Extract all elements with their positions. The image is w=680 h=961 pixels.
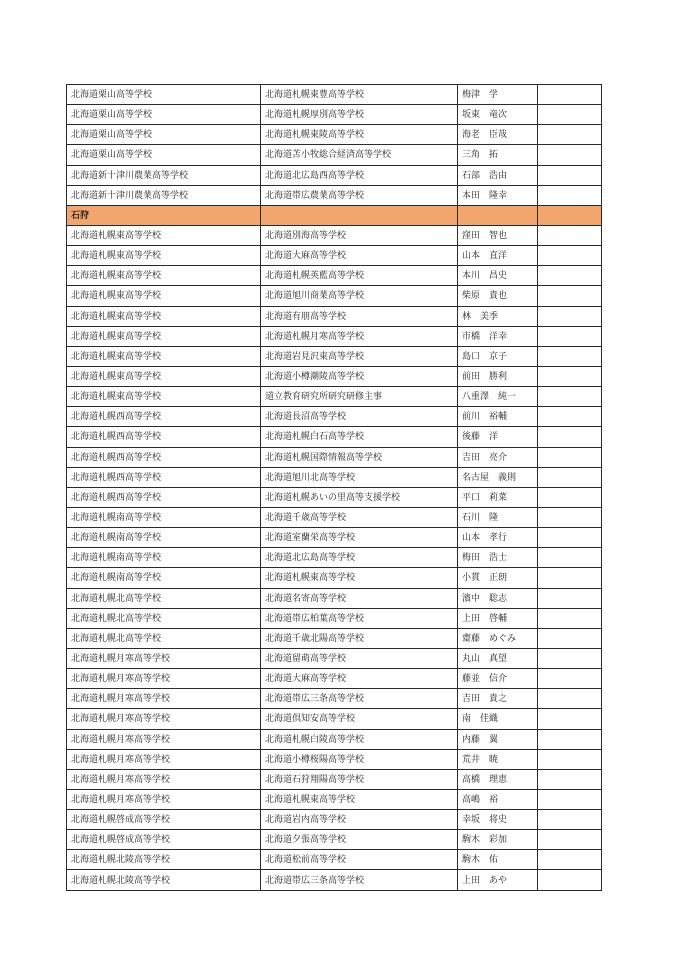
name-cell: 八重澤 純一 [458,387,538,407]
from-school-cell: 北海道札幌東高等学校 [67,387,261,407]
note-cell [538,628,602,648]
table-row [67,185,602,205]
to-school-cell: 北海道大麻高等学校 [261,669,458,689]
note-cell [538,870,602,890]
note-cell [538,850,602,870]
transfer-table-body [67,85,602,891]
from-school-cell: 北海道新十津川農業高等学校 [67,165,261,185]
table-row [67,628,602,648]
table-row [67,85,602,105]
name-cell: 荒井 暁 [458,749,538,769]
table-row [67,648,602,668]
note-cell [538,608,602,628]
from-school-cell: 北海道札幌南高等学校 [67,568,261,588]
from-school-cell: 北海道札幌啓成高等学校 [67,830,261,850]
to-school-cell: 北海道札幌東高等学校 [261,789,458,809]
name-cell: 平口 莉菜 [458,487,538,507]
to-school-cell: 北海道札幌白陵高等学校 [261,729,458,749]
table-row [67,447,602,467]
note-cell [538,246,602,266]
name-cell: 幸坂 将史 [458,810,538,830]
from-school-cell: 北海道栗山高等学校 [67,105,261,125]
to-school-cell: 北海道帯広三条高等学校 [261,870,458,890]
table-row [67,326,602,346]
name-cell: 林 美季 [458,306,538,326]
table-row [67,729,602,749]
table-row [67,769,602,789]
to-school-cell: 北海道旭川商業高等学校 [261,286,458,306]
section-empty-cell [458,205,538,225]
to-school-cell: 北海道旭川北高等学校 [261,467,458,487]
to-school-cell: 北海道帯広柏葉高等学校 [261,608,458,628]
table-row [67,366,602,386]
to-school-cell: 北海道帯広三条高等学校 [261,689,458,709]
from-school-cell: 北海道札幌西高等学校 [67,427,261,447]
from-school-cell: 北海道栗山高等学校 [67,125,261,145]
to-school-cell: 北海道倶知安高等学校 [261,709,458,729]
table-row [67,427,602,447]
to-school-cell: 北海道北広島高等学校 [261,548,458,568]
note-cell [538,225,602,245]
name-cell: 島口 京子 [458,346,538,366]
to-school-cell: 北海道留萌高等学校 [261,648,458,668]
from-school-cell: 北海道札幌月寒高等学校 [67,689,261,709]
to-school-cell: 北海道札幌国際情報高等学校 [261,447,458,467]
note-cell [538,729,602,749]
table-row [67,689,602,709]
table-row [67,105,602,125]
table-row [67,346,602,366]
section-header-row [67,205,602,225]
to-school-cell: 北海道札幌厚別高等学校 [261,105,458,125]
to-school-cell: 北海道北広島西高等学校 [261,165,458,185]
to-school-cell: 道立教育研究所研究研修主事 [261,387,458,407]
table-row [67,286,602,306]
note-cell [538,266,602,286]
table-row [67,387,602,407]
name-cell: 上田 啓輔 [458,608,538,628]
to-school-cell: 北海道岩内高等学校 [261,810,458,830]
table-row [67,306,602,326]
from-school-cell: 北海道札幌北陵高等学校 [67,850,261,870]
table-row [67,165,602,185]
name-cell: 石川 隆 [458,507,538,527]
note-cell [538,125,602,145]
from-school-cell: 北海道札幌東高等学校 [67,266,261,286]
name-cell: 前田 勝利 [458,366,538,386]
to-school-cell: 北海道札幌あいの里高等支援学校 [261,487,458,507]
note-cell [538,648,602,668]
to-school-cell: 北海道札幌東高等学校 [261,568,458,588]
to-school-cell: 北海道札幌白石高等学校 [261,427,458,447]
from-school-cell: 北海道札幌北高等学校 [67,608,261,628]
from-school-cell: 北海道札幌南高等学校 [67,507,261,527]
from-school-cell: 北海道札幌月寒高等学校 [67,669,261,689]
note-cell [538,810,602,830]
table-row [67,709,602,729]
to-school-cell: 北海道大麻高等学校 [261,246,458,266]
table-row [67,125,602,145]
note-cell [538,387,602,407]
note-cell [538,326,602,346]
table-row [67,810,602,830]
from-school-cell: 北海道札幌啓成高等学校 [67,810,261,830]
from-school-cell: 北海道札幌月寒高等学校 [67,749,261,769]
to-school-cell: 北海道有朋高等学校 [261,306,458,326]
name-cell: 藤並 信介 [458,669,538,689]
to-school-cell: 北海道千歳北陽高等学校 [261,628,458,648]
table-row [67,487,602,507]
table-row [67,669,602,689]
name-cell: 吉田 亮介 [458,447,538,467]
to-school-cell: 北海道札幌東豊高等学校 [261,85,458,105]
table-row [67,507,602,527]
from-school-cell: 北海道栗山高等学校 [67,85,261,105]
to-school-cell: 北海道千歳高等学校 [261,507,458,527]
to-school-cell: 北海道石狩翔陽高等学校 [261,769,458,789]
name-cell: 梅津 学 [458,85,538,105]
table-row [67,467,602,487]
note-cell [538,528,602,548]
from-school-cell: 北海道札幌月寒高等学校 [67,729,261,749]
from-school-cell: 北海道札幌南高等学校 [67,528,261,548]
note-cell [538,346,602,366]
note-cell [538,568,602,588]
to-school-cell: 北海道名寄高等学校 [261,588,458,608]
note-cell [538,427,602,447]
name-cell: 本川 昌史 [458,266,538,286]
name-cell: 濱中 聡志 [458,588,538,608]
section-empty-cell [261,205,458,225]
name-cell: 前川 裕輔 [458,407,538,427]
from-school-cell: 北海道札幌東高等学校 [67,306,261,326]
note-cell [538,366,602,386]
note-cell [538,789,602,809]
note-cell [538,85,602,105]
from-school-cell: 北海道札幌西高等学校 [67,447,261,467]
name-cell: 梅田 浩士 [458,548,538,568]
table-row [67,145,602,165]
table-row [67,528,602,548]
name-cell: 本田 隆幸 [458,185,538,205]
name-cell: 駒木 佑 [458,850,538,870]
table-row [67,407,602,427]
note-cell [538,145,602,165]
to-school-cell: 北海道松前高等学校 [261,850,458,870]
table-row [67,789,602,809]
table-row [67,850,602,870]
from-school-cell: 北海道札幌東高等学校 [67,246,261,266]
name-cell: 山本 直洋 [458,246,538,266]
table-row [67,870,602,890]
from-school-cell: 北海道札幌西高等学校 [67,487,261,507]
to-school-cell: 北海道小樽桜陽高等学校 [261,749,458,769]
name-cell: 石部 浩由 [458,165,538,185]
to-school-cell: 北海道札幌月寒高等学校 [261,326,458,346]
from-school-cell: 北海道札幌月寒高等学校 [67,648,261,668]
to-school-cell: 北海道長沼高等学校 [261,407,458,427]
transfer-table [66,84,602,891]
name-cell: 高橋 理恵 [458,769,538,789]
from-school-cell: 北海道札幌東高等学校 [67,225,261,245]
table-row [67,266,602,286]
note-cell [538,669,602,689]
note-cell [538,306,602,326]
note-cell [538,487,602,507]
name-cell: 窪田 智也 [458,225,538,245]
note-cell [538,548,602,568]
from-school-cell: 北海道札幌月寒高等学校 [67,709,261,729]
table-row [67,246,602,266]
table-row [67,588,602,608]
note-cell [538,105,602,125]
note-cell [538,769,602,789]
from-school-cell: 北海道札幌西高等学校 [67,467,261,487]
to-school-cell: 北海道岩見沢東高等学校 [261,346,458,366]
from-school-cell: 北海道札幌東高等学校 [67,366,261,386]
name-cell: 坂東 竜次 [458,105,538,125]
name-cell: 三角 拓 [458,145,538,165]
name-cell: 海老 臣哉 [458,125,538,145]
section-empty-cell [538,205,602,225]
note-cell [538,749,602,769]
table-row [67,608,602,628]
from-school-cell: 北海道札幌東高等学校 [67,286,261,306]
name-cell: 吉田 貴之 [458,689,538,709]
from-school-cell: 北海道札幌北陵高等学校 [67,870,261,890]
table-row [67,830,602,850]
name-cell: 山本 孝行 [458,528,538,548]
name-cell: 上田 あや [458,870,538,890]
to-school-cell: 北海道札幌東陵高等学校 [261,125,458,145]
table-row [67,568,602,588]
name-cell: 南 佳織 [458,709,538,729]
name-cell: 齋藤 めぐみ [458,628,538,648]
note-cell [538,165,602,185]
section-label-cell: 石狩 [67,205,261,225]
to-school-cell: 北海道夕張高等学校 [261,830,458,850]
from-school-cell: 北海道札幌東高等学校 [67,326,261,346]
from-school-cell: 北海道札幌北高等学校 [67,588,261,608]
note-cell [538,407,602,427]
note-cell [538,830,602,850]
to-school-cell: 北海道室蘭栄高等学校 [261,528,458,548]
name-cell: 市橋 洋幸 [458,326,538,346]
table-row [67,225,602,245]
note-cell [538,588,602,608]
from-school-cell: 北海道札幌月寒高等学校 [67,789,261,809]
from-school-cell: 北海道札幌西高等学校 [67,407,261,427]
note-cell [538,185,602,205]
name-cell: 柴原 貴也 [458,286,538,306]
table-row [67,548,602,568]
name-cell: 後藤 洋 [458,427,538,447]
from-school-cell: 北海道新十津川農業高等学校 [67,185,261,205]
note-cell [538,447,602,467]
from-school-cell: 北海道札幌北高等学校 [67,628,261,648]
to-school-cell: 北海道別海高等学校 [261,225,458,245]
to-school-cell: 北海道小樽潮陵高等学校 [261,366,458,386]
from-school-cell: 北海道札幌月寒高等学校 [67,769,261,789]
note-cell [538,689,602,709]
name-cell: 高嶋 裕 [458,789,538,809]
to-school-cell: 北海道帯広農業高等学校 [261,185,458,205]
name-cell: 駒木 彩加 [458,830,538,850]
name-cell: 内藤 翼 [458,729,538,749]
from-school-cell: 北海道札幌南高等学校 [67,548,261,568]
note-cell [538,507,602,527]
name-cell: 小貫 正朗 [458,568,538,588]
from-school-cell: 北海道栗山高等学校 [67,145,261,165]
name-cell: 名古屋 義則 [458,467,538,487]
table-row [67,749,602,769]
note-cell [538,467,602,487]
note-cell [538,286,602,306]
note-cell [538,709,602,729]
from-school-cell: 北海道札幌東高等学校 [67,346,261,366]
to-school-cell: 北海道札幌英藍高等学校 [261,266,458,286]
name-cell: 丸山 真望 [458,648,538,668]
to-school-cell: 北海道苫小牧総合経済高等学校 [261,145,458,165]
